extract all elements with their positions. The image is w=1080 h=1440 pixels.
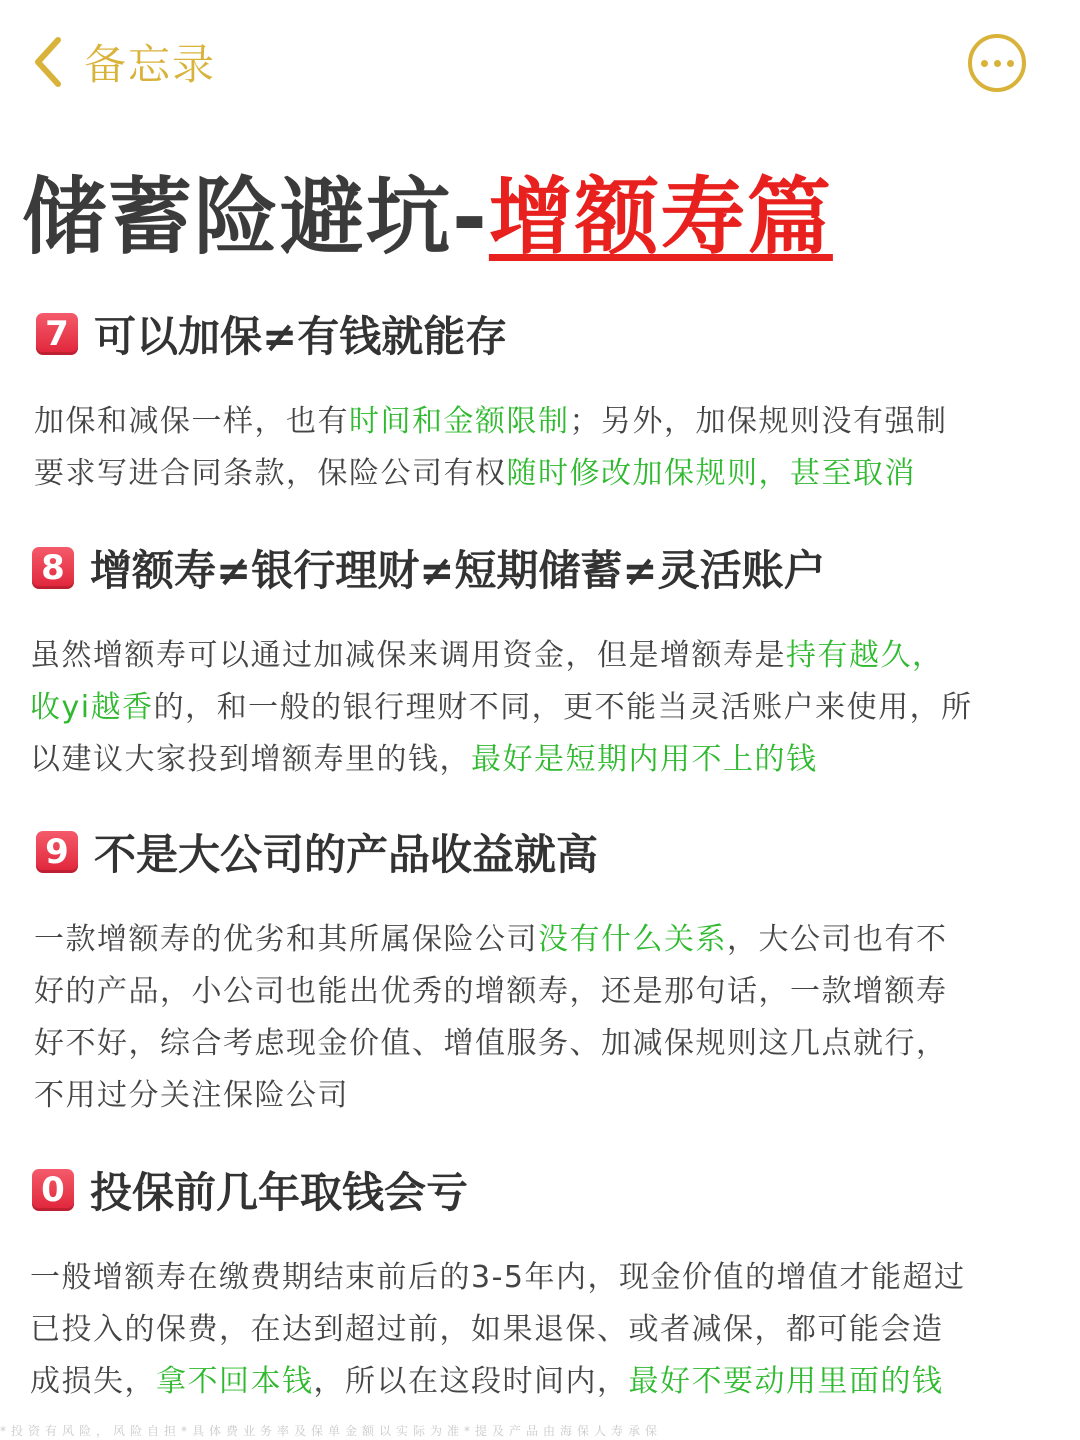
keycap-7-icon: 7 <box>36 313 78 355</box>
section-body: 加保和减保一样，也有时间和金额限制；另外，加保规则没有强制 要求写进合同条款，保险公司有权随时修改加保规则，甚至取消 <box>34 404 948 491</box>
keycap-8-icon: 8 <box>32 547 74 589</box>
section-body: 一款增额寿的优劣和其所属保险公司没有什么关系，大公司也有不 好的产品，小公司也能出优秀的增额寿，还是那句话，一款增额寿 好不好，综合考虑现金价值、增值服务、加减保规则这几点就行， 不用过分关注保险公司 <box>34 922 948 1113</box>
section-heading: 9 不是大公司的产品收益就高 <box>36 822 1080 882</box>
keycap-9-icon: 9 <box>36 831 78 873</box>
disclaimer-footer: *投资有风险，风险自担*具体费业务率及保单金额以实际为准*提及产品由海保人寿承保 <box>0 1424 663 1438</box>
section-8 <box>0 538 1080 786</box>
chevron-left-icon <box>30 36 66 88</box>
back-label: 备忘录 <box>84 40 217 89</box>
section-heading: 0 投保前几年取钱会亏 <box>32 1160 1080 1220</box>
title-highlight: 增额寿篇 <box>488 168 833 266</box>
section-body: 一般增额寿在缴费期结束前后的3-5年内，现金价值的增值才能超过 已投入的保费，在达到超过前，如果退保、或者减保，都可能会造 成损失，拿不回本钱，所以在这段时间内，最好不要动用里面的钱 <box>30 1260 966 1399</box>
section-0 <box>0 1160 1080 1408</box>
section-9 <box>0 822 1080 1122</box>
keycap-0-icon: 0 <box>32 1169 74 1211</box>
page-title: 储蓄险避坑-增额寿篇 <box>22 168 833 266</box>
back-button[interactable] <box>30 32 216 92</box>
section-body: 虽然增额寿可以通过加减保来调用资金，但是增额寿是持有越久， 收yi越香的，和一般的银行理财不同，更不能当灵活账户来使用，所 以建议大家投到增额寿里的钱，最好是短期内用不上的钱 <box>30 638 973 777</box>
section-heading: 7 可以加保≠有钱就能存 <box>36 304 1080 364</box>
section-heading: 8 增额寿≠银行理财≠短期储蓄≠灵活账户 <box>32 538 1080 598</box>
section-7 <box>0 304 1080 500</box>
top-bar <box>0 0 1080 120</box>
more-options-icon[interactable] <box>968 34 1026 92</box>
